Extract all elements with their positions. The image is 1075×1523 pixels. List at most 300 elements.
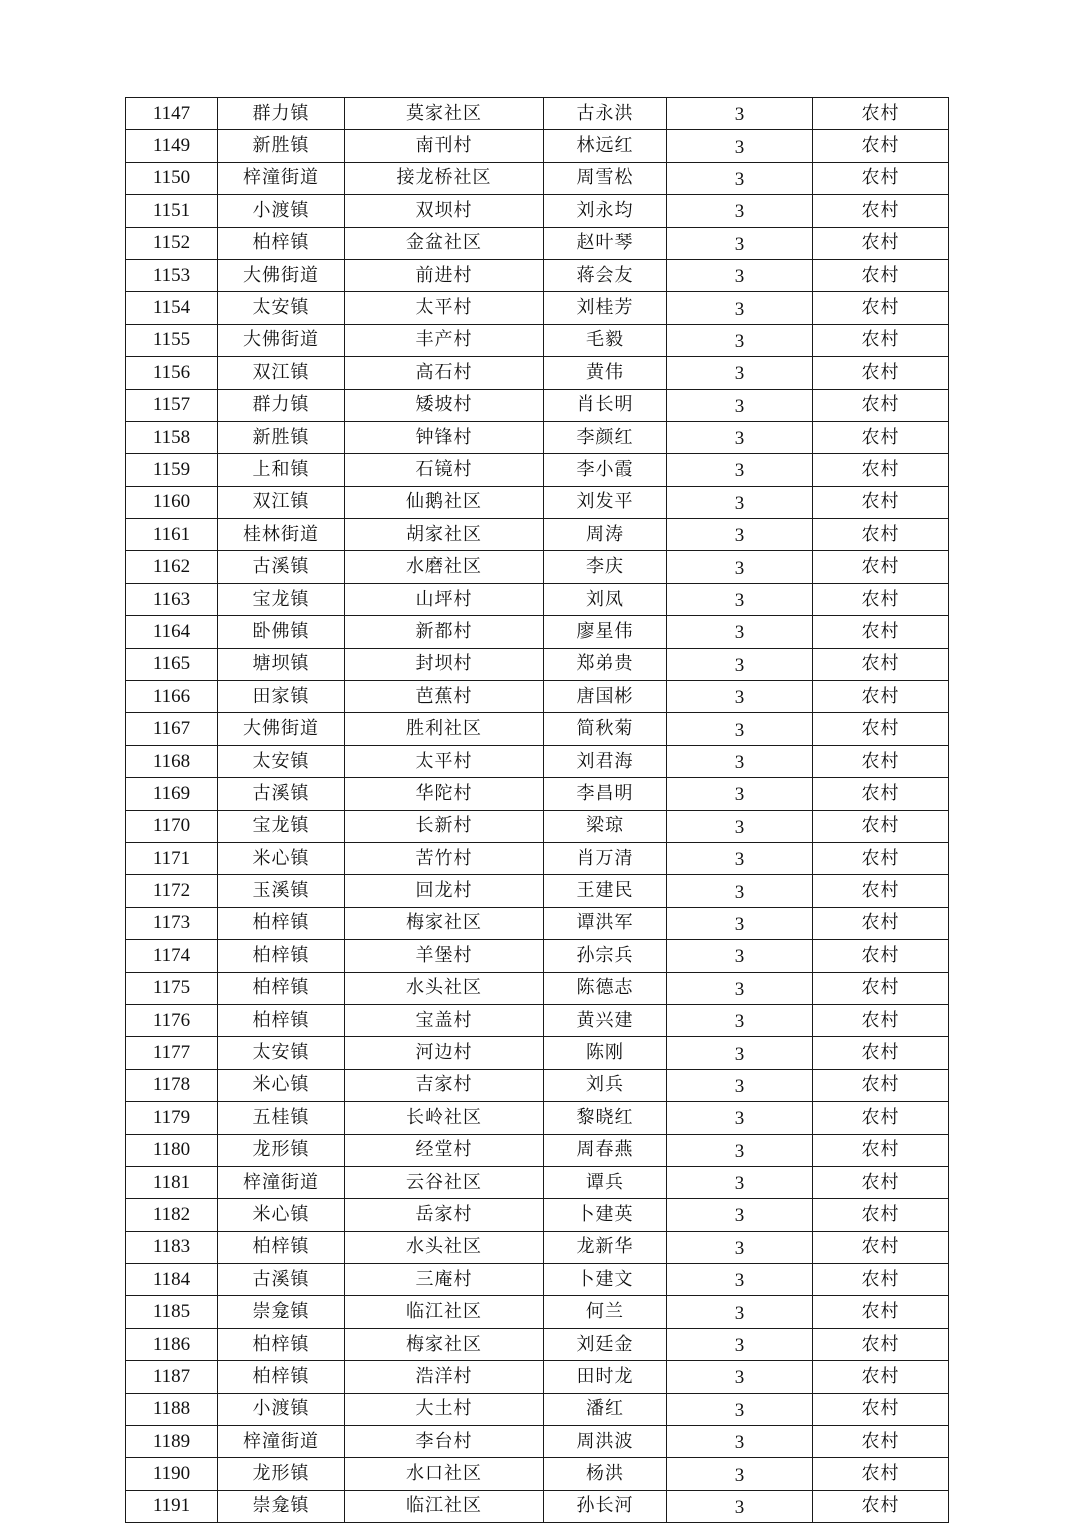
village-cell: 胡家社区 xyxy=(345,519,544,551)
row-number-cell: 1169 xyxy=(126,778,218,810)
table-row xyxy=(126,195,949,227)
township-cell: 太安镇 xyxy=(218,745,345,777)
row-number-cell: 1147 xyxy=(126,98,218,130)
person-name-cell: 田时龙 xyxy=(544,1361,667,1393)
row-number-cell: 1164 xyxy=(126,616,218,648)
count-cell: 3 xyxy=(667,583,813,615)
village-cell: 大土村 xyxy=(345,1393,544,1425)
village-cell: 梅家社区 xyxy=(345,1328,544,1360)
village-cell: 临江社区 xyxy=(345,1490,544,1522)
row-number-cell: 1174 xyxy=(126,940,218,972)
table-row xyxy=(126,130,949,162)
household-type-cell: 农村 xyxy=(813,1166,949,1198)
count-cell: 3 xyxy=(667,259,813,291)
row-number-cell: 1176 xyxy=(126,1004,218,1036)
table-row xyxy=(126,972,949,1004)
table-row xyxy=(126,1296,949,1328)
village-cell: 前进村 xyxy=(345,259,544,291)
township-cell: 梓潼街道 xyxy=(218,1426,345,1458)
person-name-cell: 陈刚 xyxy=(544,1037,667,1069)
row-number-cell: 1157 xyxy=(126,389,218,421)
count-cell: 3 xyxy=(667,1231,813,1263)
row-number-cell: 1185 xyxy=(126,1296,218,1328)
person-name-cell: 简秋菊 xyxy=(544,713,667,745)
count-cell: 3 xyxy=(667,1426,813,1458)
township-cell: 米心镇 xyxy=(218,1199,345,1231)
roster-table-body xyxy=(126,98,949,1523)
village-cell: 丰产村 xyxy=(345,324,544,356)
count-cell: 3 xyxy=(667,1328,813,1360)
table-row xyxy=(126,1069,949,1101)
village-cell: 浩洋村 xyxy=(345,1361,544,1393)
table-row xyxy=(126,583,949,615)
village-cell: 太平村 xyxy=(345,292,544,324)
village-cell: 水口社区 xyxy=(345,1458,544,1490)
table-row xyxy=(126,1199,949,1231)
person-name-cell: 黄伟 xyxy=(544,357,667,389)
count-cell: 3 xyxy=(667,486,813,518)
table-row xyxy=(126,227,949,259)
village-cell: 宝盖村 xyxy=(345,1004,544,1036)
row-number-cell: 1182 xyxy=(126,1199,218,1231)
village-cell: 南刊村 xyxy=(345,130,544,162)
household-type-cell: 农村 xyxy=(813,486,949,518)
household-type-cell: 农村 xyxy=(813,810,949,842)
household-type-cell: 农村 xyxy=(813,648,949,680)
household-type-cell: 农村 xyxy=(813,1393,949,1425)
person-name-cell: 肖万清 xyxy=(544,842,667,874)
township-cell: 上和镇 xyxy=(218,454,345,486)
count-cell: 3 xyxy=(667,1361,813,1393)
table-row xyxy=(126,1134,949,1166)
village-cell: 长新村 xyxy=(345,810,544,842)
household-type-cell: 农村 xyxy=(813,324,949,356)
household-type-cell: 农村 xyxy=(813,842,949,874)
count-cell: 3 xyxy=(667,1458,813,1490)
household-type-cell: 农村 xyxy=(813,745,949,777)
table-row xyxy=(126,940,949,972)
count-cell: 3 xyxy=(667,745,813,777)
township-cell: 崇龛镇 xyxy=(218,1490,345,1522)
person-name-cell: 周洪波 xyxy=(544,1426,667,1458)
table-row xyxy=(126,616,949,648)
village-cell: 李台村 xyxy=(345,1426,544,1458)
row-number-cell: 1171 xyxy=(126,842,218,874)
village-cell: 山坪村 xyxy=(345,583,544,615)
township-cell: 古溪镇 xyxy=(218,778,345,810)
row-number-cell: 1162 xyxy=(126,551,218,583)
township-cell: 小渡镇 xyxy=(218,195,345,227)
row-number-cell: 1155 xyxy=(126,324,218,356)
person-name-cell: 王建民 xyxy=(544,875,667,907)
township-cell: 宝龙镇 xyxy=(218,583,345,615)
table-row xyxy=(126,713,949,745)
count-cell: 3 xyxy=(667,616,813,648)
person-name-cell: 卜建英 xyxy=(544,1199,667,1231)
person-name-cell: 龙新华 xyxy=(544,1231,667,1263)
table-row xyxy=(126,907,949,939)
row-number-cell: 1189 xyxy=(126,1426,218,1458)
row-number-cell: 1165 xyxy=(126,648,218,680)
household-type-cell: 农村 xyxy=(813,98,949,130)
table-row xyxy=(126,648,949,680)
count-cell: 3 xyxy=(667,357,813,389)
household-type-cell: 农村 xyxy=(813,292,949,324)
count-cell: 3 xyxy=(667,162,813,194)
person-name-cell: 卜建文 xyxy=(544,1264,667,1296)
person-name-cell: 黄兴建 xyxy=(544,1004,667,1036)
row-number-cell: 1152 xyxy=(126,227,218,259)
table-row xyxy=(126,875,949,907)
village-cell: 梅家社区 xyxy=(345,907,544,939)
village-cell: 吉家村 xyxy=(345,1069,544,1101)
person-name-cell: 蒋会友 xyxy=(544,259,667,291)
household-type-cell: 农村 xyxy=(813,195,949,227)
village-cell: 云谷社区 xyxy=(345,1166,544,1198)
household-type-cell: 农村 xyxy=(813,454,949,486)
table-row xyxy=(126,1361,949,1393)
household-type-cell: 农村 xyxy=(813,1296,949,1328)
table-row xyxy=(126,324,949,356)
table-row xyxy=(126,1458,949,1490)
table-row xyxy=(126,454,949,486)
village-cell: 胜利社区 xyxy=(345,713,544,745)
township-cell: 新胜镇 xyxy=(218,130,345,162)
person-name-cell: 周涛 xyxy=(544,519,667,551)
township-cell: 柏梓镇 xyxy=(218,1231,345,1263)
township-cell: 卧佛镇 xyxy=(218,616,345,648)
household-type-cell: 农村 xyxy=(813,1458,949,1490)
table-row xyxy=(126,1393,949,1425)
count-cell: 3 xyxy=(667,1393,813,1425)
household-type-cell: 农村 xyxy=(813,1134,949,1166)
row-number-cell: 1153 xyxy=(126,259,218,291)
village-cell: 石镜村 xyxy=(345,454,544,486)
household-type-cell: 农村 xyxy=(813,907,949,939)
table-row xyxy=(126,1004,949,1036)
household-type-cell: 农村 xyxy=(813,1361,949,1393)
table-row xyxy=(126,1102,949,1134)
person-name-cell: 何兰 xyxy=(544,1296,667,1328)
count-cell: 3 xyxy=(667,1490,813,1522)
table-row xyxy=(126,1264,949,1296)
count-cell: 3 xyxy=(667,324,813,356)
person-name-cell: 李庆 xyxy=(544,551,667,583)
person-name-cell: 李小霞 xyxy=(544,454,667,486)
count-cell: 3 xyxy=(667,842,813,874)
person-name-cell: 谭兵 xyxy=(544,1166,667,1198)
row-number-cell: 1170 xyxy=(126,810,218,842)
table-row xyxy=(126,519,949,551)
person-name-cell: 潘红 xyxy=(544,1393,667,1425)
person-name-cell: 刘君海 xyxy=(544,745,667,777)
count-cell: 3 xyxy=(667,454,813,486)
person-name-cell: 刘廷金 xyxy=(544,1328,667,1360)
township-cell: 双江镇 xyxy=(218,357,345,389)
township-cell: 古溪镇 xyxy=(218,1264,345,1296)
row-number-cell: 1167 xyxy=(126,713,218,745)
township-cell: 龙形镇 xyxy=(218,1134,345,1166)
township-cell: 柏梓镇 xyxy=(218,940,345,972)
row-number-cell: 1188 xyxy=(126,1393,218,1425)
township-cell: 小渡镇 xyxy=(218,1393,345,1425)
count-cell: 3 xyxy=(667,810,813,842)
township-cell: 双江镇 xyxy=(218,486,345,518)
household-type-cell: 农村 xyxy=(813,1037,949,1069)
village-cell: 苦竹村 xyxy=(345,842,544,874)
township-cell: 大佛街道 xyxy=(218,713,345,745)
township-cell: 群力镇 xyxy=(218,98,345,130)
village-cell: 华陀村 xyxy=(345,778,544,810)
township-cell: 柏梓镇 xyxy=(218,227,345,259)
township-cell: 米心镇 xyxy=(218,1069,345,1101)
count-cell: 3 xyxy=(667,940,813,972)
row-number-cell: 1154 xyxy=(126,292,218,324)
table-row xyxy=(126,1426,949,1458)
household-type-cell: 农村 xyxy=(813,1231,949,1263)
person-name-cell: 谭洪军 xyxy=(544,907,667,939)
household-type-cell: 农村 xyxy=(813,1199,949,1231)
village-cell: 三庵村 xyxy=(345,1264,544,1296)
township-cell: 太安镇 xyxy=(218,292,345,324)
person-name-cell: 古永洪 xyxy=(544,98,667,130)
township-cell: 大佛街道 xyxy=(218,324,345,356)
household-type-cell: 农村 xyxy=(813,421,949,453)
count-cell: 3 xyxy=(667,227,813,259)
household-type-cell: 农村 xyxy=(813,130,949,162)
person-name-cell: 刘发平 xyxy=(544,486,667,518)
row-number-cell: 1163 xyxy=(126,583,218,615)
household-type-cell: 农村 xyxy=(813,162,949,194)
person-name-cell: 林远红 xyxy=(544,130,667,162)
person-name-cell: 廖星伟 xyxy=(544,616,667,648)
township-cell: 梓潼街道 xyxy=(218,1166,345,1198)
person-name-cell: 刘桂芳 xyxy=(544,292,667,324)
row-number-cell: 1168 xyxy=(126,745,218,777)
count-cell: 3 xyxy=(667,713,813,745)
count-cell: 3 xyxy=(667,1037,813,1069)
row-number-cell: 1173 xyxy=(126,907,218,939)
household-type-cell: 农村 xyxy=(813,1328,949,1360)
household-type-cell: 农村 xyxy=(813,616,949,648)
row-number-cell: 1179 xyxy=(126,1102,218,1134)
person-name-cell: 孙宗兵 xyxy=(544,940,667,972)
household-type-cell: 农村 xyxy=(813,357,949,389)
village-cell: 仙鹅社区 xyxy=(345,486,544,518)
count-cell: 3 xyxy=(667,389,813,421)
township-cell: 玉溪镇 xyxy=(218,875,345,907)
township-cell: 群力镇 xyxy=(218,389,345,421)
village-cell: 水磨社区 xyxy=(345,551,544,583)
count-cell: 3 xyxy=(667,1134,813,1166)
table-row xyxy=(126,259,949,291)
table-row xyxy=(126,162,949,194)
household-type-cell: 农村 xyxy=(813,259,949,291)
village-cell: 临江社区 xyxy=(345,1296,544,1328)
table-row xyxy=(126,778,949,810)
count-cell: 3 xyxy=(667,1004,813,1036)
township-cell: 柏梓镇 xyxy=(218,1004,345,1036)
village-cell: 钟锋村 xyxy=(345,421,544,453)
household-type-cell: 农村 xyxy=(813,875,949,907)
village-cell: 河边村 xyxy=(345,1037,544,1069)
count-cell: 3 xyxy=(667,681,813,713)
household-type-cell: 农村 xyxy=(813,1069,949,1101)
table-row xyxy=(126,1328,949,1360)
table-row xyxy=(126,357,949,389)
person-name-cell: 刘兵 xyxy=(544,1069,667,1101)
household-type-cell: 农村 xyxy=(813,972,949,1004)
person-name-cell: 肖长明 xyxy=(544,389,667,421)
village-cell: 经堂村 xyxy=(345,1134,544,1166)
household-type-cell: 农村 xyxy=(813,1426,949,1458)
row-number-cell: 1190 xyxy=(126,1458,218,1490)
household-type-cell: 农村 xyxy=(813,778,949,810)
row-number-cell: 1184 xyxy=(126,1264,218,1296)
township-cell: 宝龙镇 xyxy=(218,810,345,842)
township-cell: 太安镇 xyxy=(218,1037,345,1069)
household-type-cell: 农村 xyxy=(813,1102,949,1134)
township-cell: 柏梓镇 xyxy=(218,972,345,1004)
count-cell: 3 xyxy=(667,292,813,324)
count-cell: 3 xyxy=(667,130,813,162)
village-cell: 羊堡村 xyxy=(345,940,544,972)
count-cell: 3 xyxy=(667,519,813,551)
table-row xyxy=(126,389,949,421)
table-row xyxy=(126,745,949,777)
row-number-cell: 1187 xyxy=(126,1361,218,1393)
person-name-cell: 赵叶琴 xyxy=(544,227,667,259)
household-type-cell: 农村 xyxy=(813,940,949,972)
count-cell: 3 xyxy=(667,875,813,907)
person-name-cell: 孙长河 xyxy=(544,1490,667,1522)
household-type-cell: 农村 xyxy=(813,389,949,421)
household-type-cell: 农村 xyxy=(813,519,949,551)
village-cell: 芭蕉村 xyxy=(345,681,544,713)
table-row xyxy=(126,98,949,130)
row-number-cell: 1160 xyxy=(126,486,218,518)
row-number-cell: 1161 xyxy=(126,519,218,551)
township-cell: 桂林街道 xyxy=(218,519,345,551)
village-cell: 长岭社区 xyxy=(345,1102,544,1134)
household-type-cell: 农村 xyxy=(813,681,949,713)
person-name-cell: 郑弟贵 xyxy=(544,648,667,680)
township-cell: 柏梓镇 xyxy=(218,907,345,939)
township-cell: 田家镇 xyxy=(218,681,345,713)
household-type-cell: 农村 xyxy=(813,551,949,583)
township-cell: 龙形镇 xyxy=(218,1458,345,1490)
township-cell: 柏梓镇 xyxy=(218,1361,345,1393)
village-cell: 接龙桥社区 xyxy=(345,162,544,194)
village-cell: 岳家村 xyxy=(345,1199,544,1231)
village-cell: 高石村 xyxy=(345,357,544,389)
person-name-cell: 唐国彬 xyxy=(544,681,667,713)
table-row xyxy=(126,421,949,453)
person-name-cell: 刘凤 xyxy=(544,583,667,615)
person-name-cell: 刘永均 xyxy=(544,195,667,227)
table-row xyxy=(126,551,949,583)
count-cell: 3 xyxy=(667,195,813,227)
count-cell: 3 xyxy=(667,1069,813,1101)
table-row xyxy=(126,810,949,842)
person-name-cell: 黎晓红 xyxy=(544,1102,667,1134)
count-cell: 3 xyxy=(667,421,813,453)
row-number-cell: 1177 xyxy=(126,1037,218,1069)
row-number-cell: 1183 xyxy=(126,1231,218,1263)
count-cell: 3 xyxy=(667,1296,813,1328)
table-row xyxy=(126,1166,949,1198)
count-cell: 3 xyxy=(667,907,813,939)
village-cell: 金盆社区 xyxy=(345,227,544,259)
township-cell: 古溪镇 xyxy=(218,551,345,583)
count-cell: 3 xyxy=(667,648,813,680)
row-number-cell: 1158 xyxy=(126,421,218,453)
township-cell: 崇龛镇 xyxy=(218,1296,345,1328)
person-name-cell: 陈德志 xyxy=(544,972,667,1004)
row-number-cell: 1156 xyxy=(126,357,218,389)
household-type-cell: 农村 xyxy=(813,713,949,745)
row-number-cell: 1175 xyxy=(126,972,218,1004)
count-cell: 3 xyxy=(667,551,813,583)
table-row xyxy=(126,842,949,874)
village-cell: 太平村 xyxy=(345,745,544,777)
village-cell: 回龙村 xyxy=(345,875,544,907)
count-cell: 3 xyxy=(667,98,813,130)
count-cell: 3 xyxy=(667,1102,813,1134)
table-row xyxy=(126,1037,949,1069)
roster-table xyxy=(125,97,949,1523)
village-cell: 莫家社区 xyxy=(345,98,544,130)
township-cell: 米心镇 xyxy=(218,842,345,874)
count-cell: 3 xyxy=(667,972,813,1004)
person-name-cell: 周雪松 xyxy=(544,162,667,194)
row-number-cell: 1181 xyxy=(126,1166,218,1198)
count-cell: 3 xyxy=(667,1166,813,1198)
township-cell: 柏梓镇 xyxy=(218,1328,345,1360)
village-cell: 封坝村 xyxy=(345,648,544,680)
township-cell: 五桂镇 xyxy=(218,1102,345,1134)
person-name-cell: 李颜红 xyxy=(544,421,667,453)
household-type-cell: 农村 xyxy=(813,1490,949,1522)
person-name-cell: 李昌明 xyxy=(544,778,667,810)
household-type-cell: 农村 xyxy=(813,583,949,615)
row-number-cell: 1150 xyxy=(126,162,218,194)
household-type-cell: 农村 xyxy=(813,1264,949,1296)
household-type-cell: 农村 xyxy=(813,1004,949,1036)
row-number-cell: 1191 xyxy=(126,1490,218,1522)
count-cell: 3 xyxy=(667,1264,813,1296)
township-cell: 新胜镇 xyxy=(218,421,345,453)
village-cell: 矮坡村 xyxy=(345,389,544,421)
row-number-cell: 1166 xyxy=(126,681,218,713)
row-number-cell: 1149 xyxy=(126,130,218,162)
row-number-cell: 1159 xyxy=(126,454,218,486)
person-name-cell: 梁琼 xyxy=(544,810,667,842)
household-type-cell: 农村 xyxy=(813,227,949,259)
row-number-cell: 1172 xyxy=(126,875,218,907)
table-row xyxy=(126,681,949,713)
table-row xyxy=(126,486,949,518)
village-cell: 双坝村 xyxy=(345,195,544,227)
count-cell: 3 xyxy=(667,778,813,810)
count-cell: 3 xyxy=(667,1199,813,1231)
row-number-cell: 1186 xyxy=(126,1328,218,1360)
township-cell: 大佛街道 xyxy=(218,259,345,291)
row-number-cell: 1151 xyxy=(126,195,218,227)
township-cell: 梓潼街道 xyxy=(218,162,345,194)
person-name-cell: 周春燕 xyxy=(544,1134,667,1166)
table-row xyxy=(126,1490,949,1522)
